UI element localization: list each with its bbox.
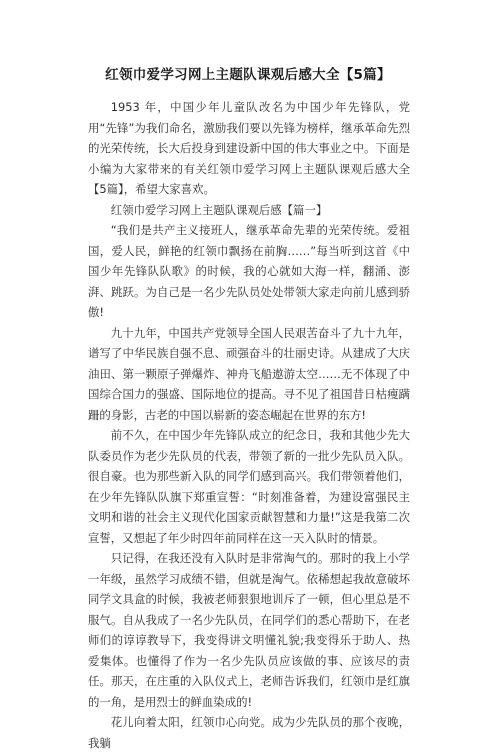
section-heading: 红领巾爱学习网上主题队课观后感【篇一】 — [110, 202, 328, 217]
body-paragraph: 花儿向着太阳，红领巾心向党。成为少先队员的那个夜晚，我躺 — [88, 715, 410, 750]
body-paragraph: “我们是共产主义接班人，继承革命先辈的光荣传统。爱祖国，爱人民，鲜艳的红领巾飘扬在前胸……”每当听到这首《中国少年先锋队队歌》的时候，我的心就如大海一样，翻涌、澎湃、跳跃。为自己是一名少先队员处处带领大家走向前儿感到骄傲! — [88, 223, 410, 319]
body-paragraph: 九十九年，中国共产党领导全国人民艰苦奋斗了九十九年，谱写了中华民族自强不息、顽强奋斗的壮丽史诗。从建成了大庆油田、第一颗原子弹爆炸、神舟飞船遨游太空……无不体现了中国综合国力的强盛、国际地位的提高。寻不见了祖国昔日枯瘦蹒跚的身影，古老的中国以崭新的姿态崛起在世界的东方! — [88, 325, 410, 422]
document-title: 红领巾爱学习网上主题队课观后感大全【5篇】 — [105, 67, 391, 83]
intro-paragraph: 1953 年，中国少年儿童队改名为中国少年先锋队，党用“先锋”为我们命名，激励我们要以先锋为榜样，继承革命先烈的光荣传统，长大后投身到建设新中国的伟大事业之中。下面是小编为大家带来的有关红领巾爱学习网上主题队课观后感大全【5篇】，希望大家喜欢。 — [88, 100, 410, 196]
body-paragraph: 前不久，在中国少年先锋队成立的纪念日，我和其他少先大队委员作为老少先队员的代表，带领了新的一批少先队员入队。很自豪。也为那些新入队的同学们感到高兴。我们带领着他们，在少年先锋队队旗下郑重宣誓：“时刻准备着，为建设富强民主文明和谐的社会主义现代化国家贡献智慧和力量!”这是我第二次宣誓，又想起了年少时四年前同样在这一天入队时的情景。 — [88, 428, 410, 545]
document-body — [88, 97, 410, 753]
body-paragraph: 只记得，在我还没有入队时是非常淘气的。那时的我上小学一年级，虽然学习成绩不错，但就是淘气。依稀想起我故意破坏同学文具盒的时候，我被老师狠狠地训斥了一顿，但心里总是不服气。自从我成了一名少先队员，在同学们的悉心帮助下，在老师们的谆谆教导下，我变得讲文明懂礼貌;我变得乐于助人、热爱集体。也懂得了作为一名少先队员应该做的事、应该尽的责任。那天，在庄重的入队仪式上，老师告诉我们，红领巾是红旗的一角，是用烈士的鲜血染成的! — [88, 551, 410, 709]
